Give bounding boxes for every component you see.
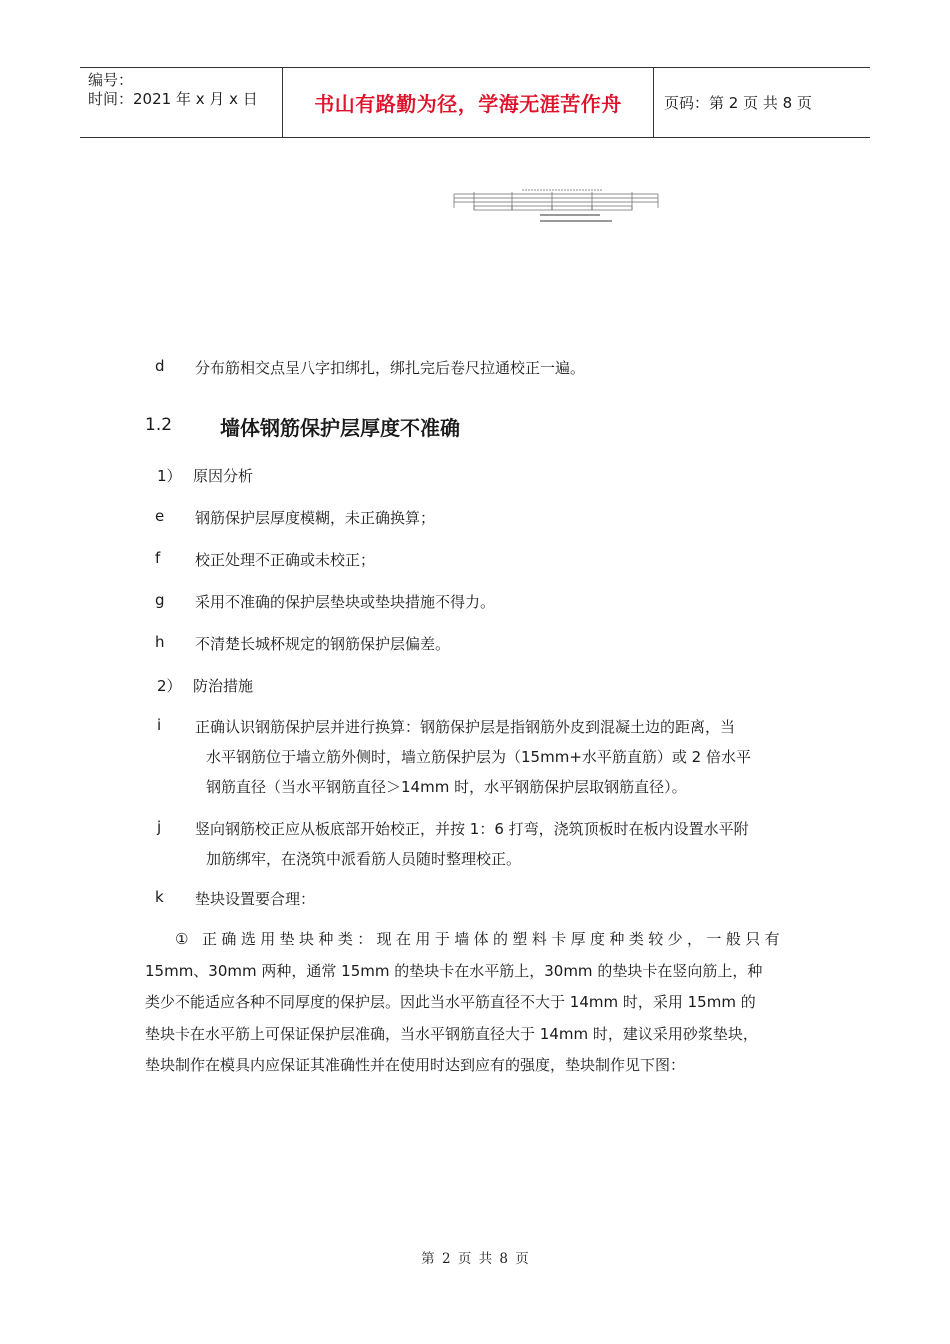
list-text-line: 钢筋直径（当水平钢筋直径＞14mm 时，水平钢筋保护层取钢筋直径）。 xyxy=(206,778,687,796)
list-text: 不清楚长城杯规定的钢筋保护层偏差。 xyxy=(195,635,451,653)
list-text-line: 正确认识钢筋保护层并进行换算：钢筋保护层是指钢筋外皮到混凝土边的距离，当 xyxy=(195,718,736,736)
list-text-line: 加筋绑牢，在浇筑中派看筋人员随时整理校正。 xyxy=(206,850,522,868)
paragraph-line: 垫块卡在水平筋上可保证保护层准确，当水平钢筋直径大于 14mm 时，建议采用砂浆垫块， xyxy=(145,1024,758,1043)
list-marker: 1） xyxy=(157,467,182,485)
list-marker: f xyxy=(155,549,161,567)
list-marker: k xyxy=(155,888,164,906)
header-motto: 书山有路勤为径，学海无涯苦作舟 xyxy=(282,68,654,137)
list-marker: j xyxy=(157,818,162,836)
list-marker: g xyxy=(155,591,165,609)
paragraph-line: 15mm、30mm 两种，通常 15mm 的垫块卡在水平筋上，30mm 的垫块卡在竖向筋上，种 xyxy=(145,961,763,980)
list-text: 防治措施 xyxy=(193,677,254,695)
list-marker: i xyxy=(157,716,162,734)
paragraph-line: ① 正确选用垫块种类：现在用于墙体的塑料卡厚度种类较少，一般只有 xyxy=(175,930,785,948)
list-marker: h xyxy=(155,633,165,651)
list-text: 原因分析 xyxy=(193,467,254,485)
section-number: 1.2 xyxy=(145,415,173,435)
list-text: 垫块设置要合理： xyxy=(195,890,316,908)
list-text-line: 竖向钢筋校正应从板底部开始校正，并按 1：6 打弯，浇筑顶板时在板内设置水平附 xyxy=(195,820,749,838)
paragraph-line: 类少不能适应各种不同厚度的保护层。因此当水平筋直径不大于 14mm 时，采用 15mm 的 xyxy=(145,993,756,1011)
number-label: 编号： xyxy=(88,71,134,89)
body-paragraph xyxy=(145,924,825,1082)
page-header xyxy=(80,67,870,138)
list-marker: 2） xyxy=(157,677,182,695)
list-text-line: 水平钢筋位于墙立筋外侧时，墙立筋保护层为（15mm+水平筋直筋）或 2 倍水平 xyxy=(206,748,751,766)
page-footer: 第 2 页 共 8 页 xyxy=(421,1251,529,1267)
rebar-diagram-image xyxy=(452,188,662,230)
list-text: 分布筋相交点呈八字扣绑扎，绑扎完后卷尺拉通校正一遍。 xyxy=(195,359,586,377)
list-text: 采用不准确的保护层垫块或垫块措施不得力。 xyxy=(195,593,496,611)
paragraph-line: 垫块制作在模具内应保证其准确性并在使用时达到应有的强度，垫块制作见下图： xyxy=(145,1056,686,1074)
header-meta xyxy=(80,68,282,137)
section-title: 墙体钢筋保护层厚度不准确 xyxy=(220,416,460,440)
header-page-label: 页码：第 2 页 共 8 页 xyxy=(664,94,812,112)
time-label: 时间：2021 年 x 月 x 日 xyxy=(88,90,258,108)
list-text: 钢筋保护层厚度模糊，未正确换算； xyxy=(195,509,436,527)
list-text: 校正处理不正确或未校正； xyxy=(195,551,376,569)
list-marker: e xyxy=(155,507,165,525)
list-marker: d xyxy=(155,357,165,375)
